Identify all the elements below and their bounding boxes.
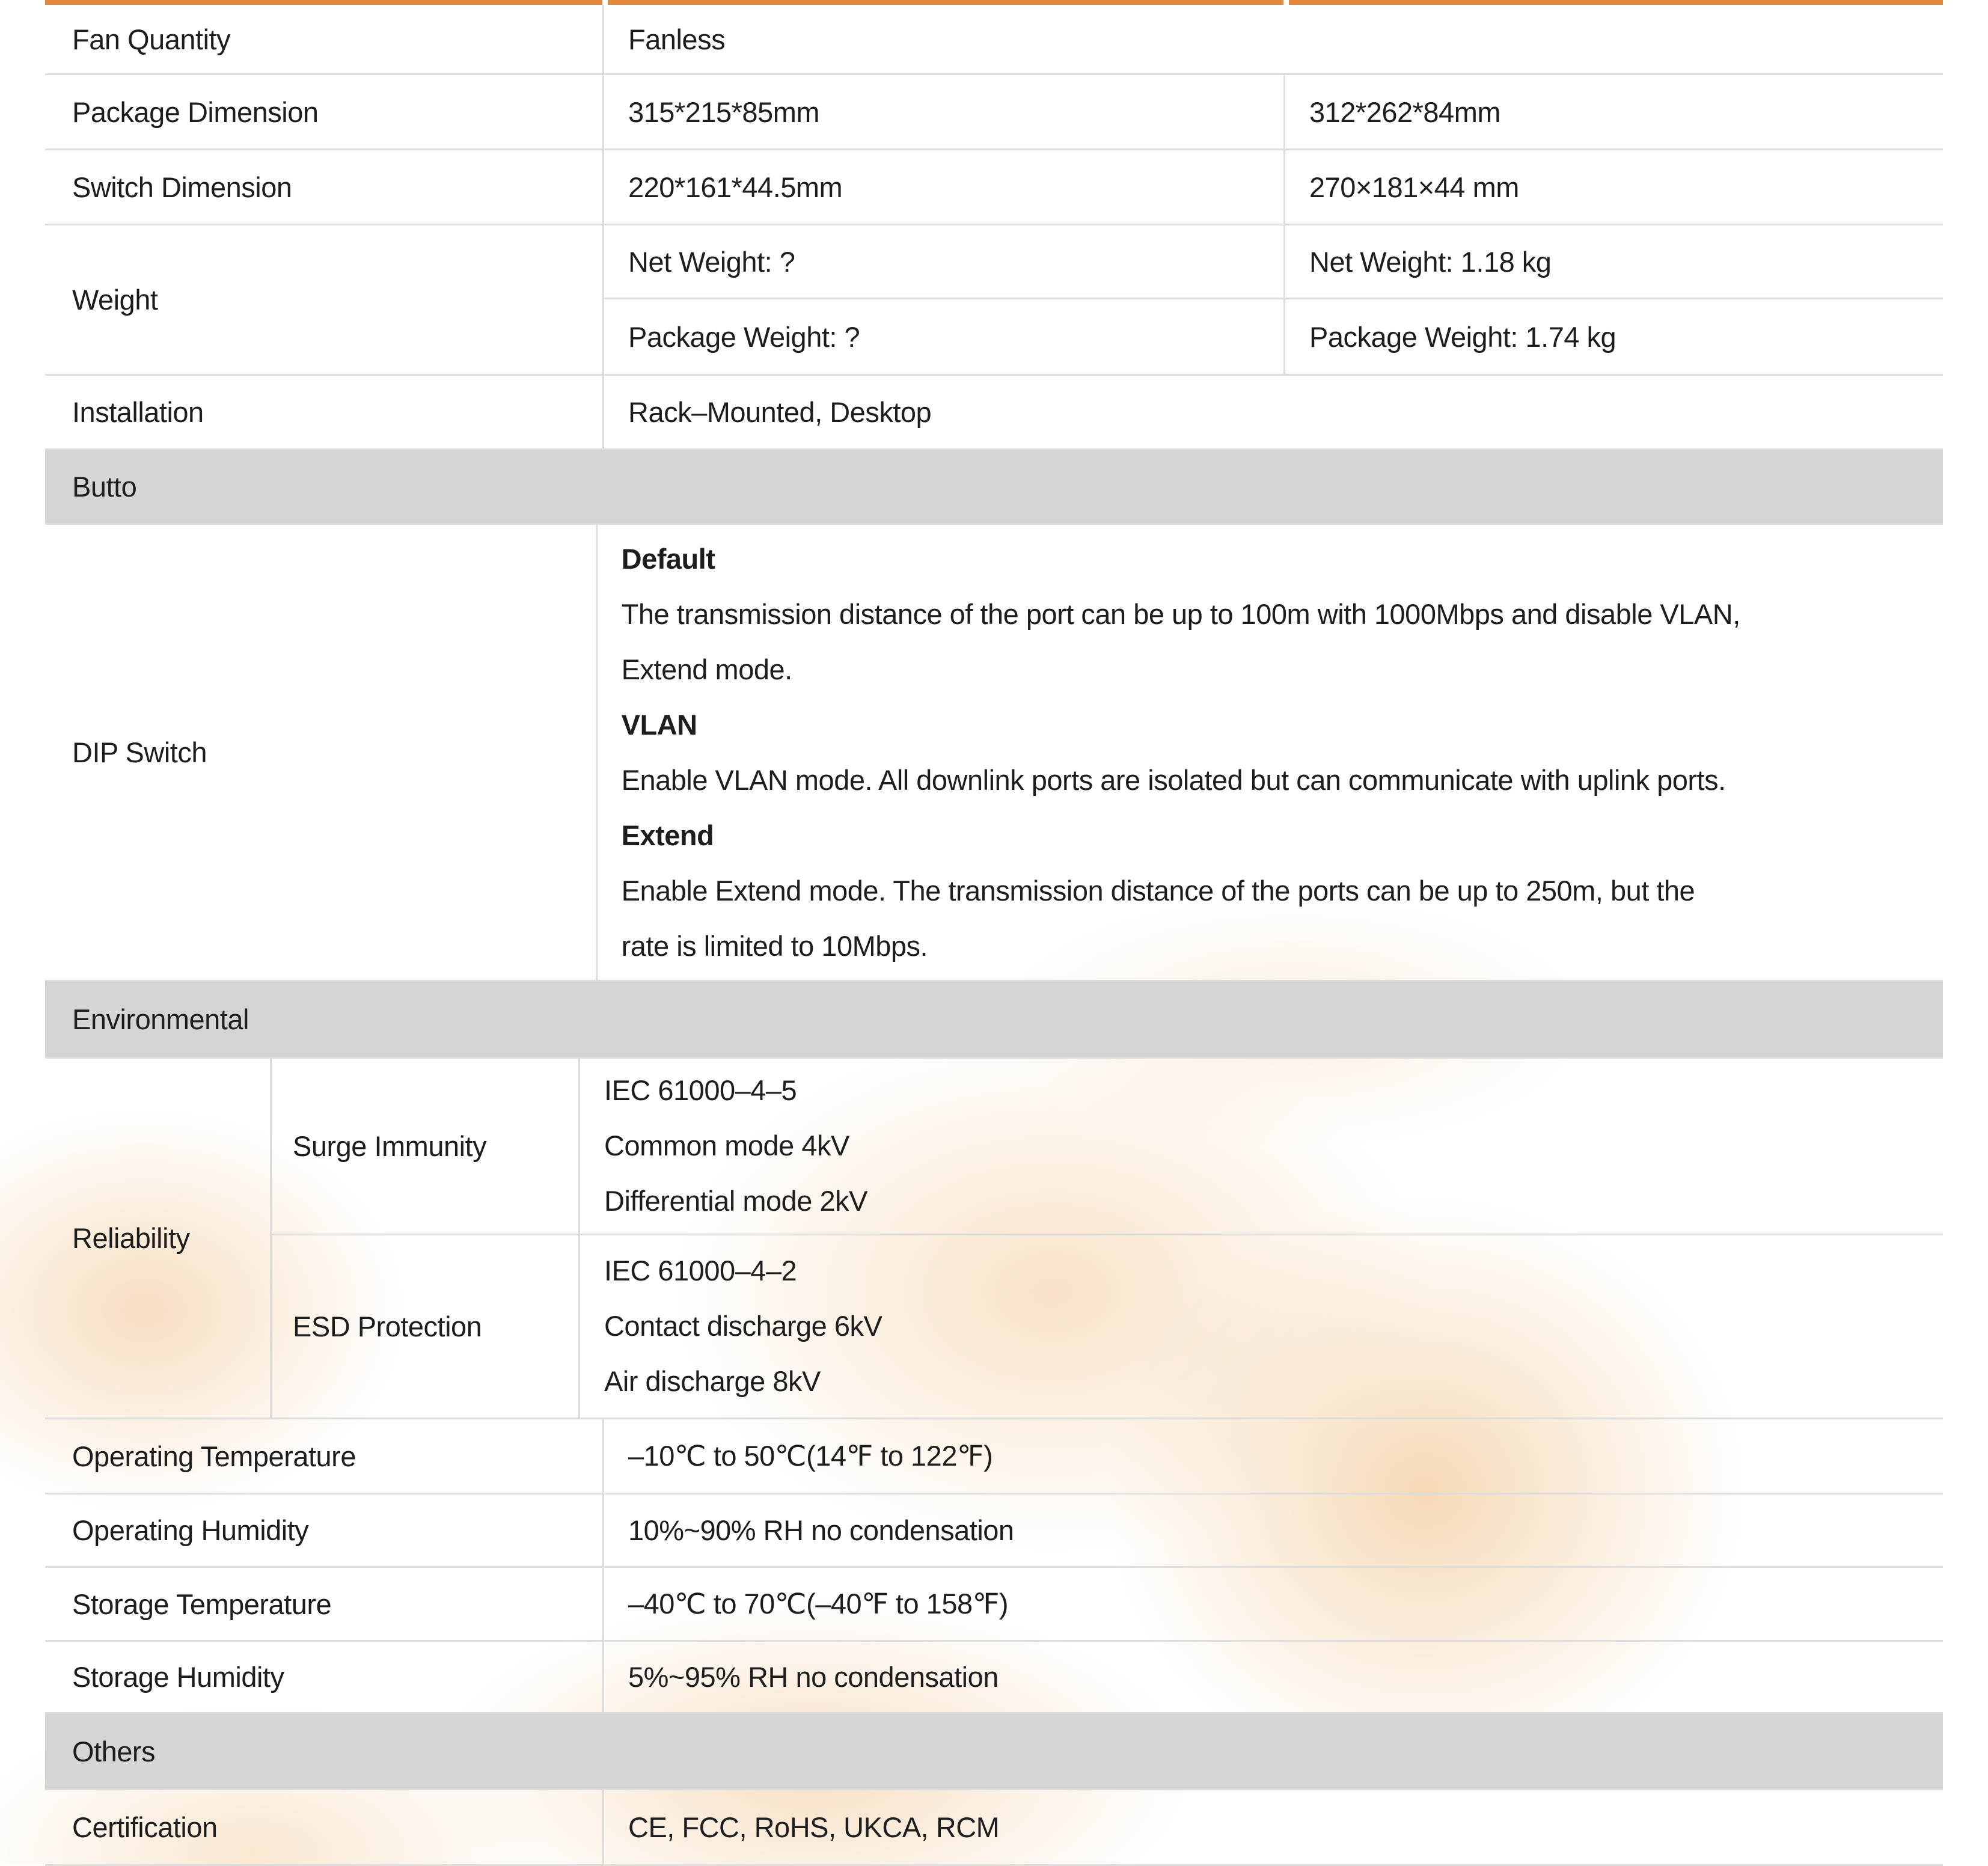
net-weight-left: Net Weight: ?: [604, 225, 1285, 298]
row-certification: [45, 1790, 1943, 1866]
weight-label: Weight: [45, 225, 604, 374]
spec-table: [45, 0, 1943, 1866]
dip-line-extend-text-1: Enable Extend mode. The transmission distance of the ports can be up to 250m, but the: [621, 874, 1695, 907]
dip-line-vlan-text: Enable VLAN mode. All downlink ports are isolated but can communicate with uplink ports.: [621, 763, 1726, 796]
package-dimension-value-right: 312*262*84mm: [1309, 96, 1500, 128]
switch-dimension-label: Switch Dimension: [45, 150, 604, 224]
installation-value: Rack–Mounted, Desktop: [628, 396, 932, 428]
fan-quantity-label: Fan Quantity: [45, 5, 604, 73]
installation-label: Installation: [45, 376, 604, 448]
reliability-label: Reliability: [45, 1059, 272, 1418]
net-weight-right: Net Weight: 1.18 kg: [1309, 245, 1552, 278]
row-weight-group: [45, 225, 1943, 376]
certification-value: CE, FCC, RoHS, UKCA, RCM: [628, 1811, 1000, 1843]
esd-line-contact: Contact discharge 6kV: [604, 1310, 882, 1342]
row-package-dimension: [45, 75, 1943, 150]
fan-quantity-value: Fanless: [628, 23, 726, 55]
dip-line-default-text-1: The transmission distance of the port can be up to 100m with 1000Mbps and disable VLAN,: [621, 598, 1740, 630]
surge-immunity-label: Surge Immunity: [272, 1059, 580, 1234]
esd-line-standard: IEC 61000–4–2: [604, 1255, 797, 1287]
storage-humidity-label: Storage Humidity: [45, 1642, 604, 1712]
row-installation: [45, 376, 1943, 450]
storage-temperature-value: –40℃ to 70℃(–40℉ to 158℉): [628, 1588, 1008, 1620]
row-storage-temperature: [45, 1568, 1943, 1642]
reliability-subrows: [272, 1059, 1943, 1418]
dip-line-extend-text-2: rate is limited to 10Mbps.: [621, 929, 928, 962]
surge-line-common: Common mode 4kV: [604, 1130, 849, 1162]
dip-switch-description: [598, 525, 1943, 980]
row-fan-quantity: [45, 5, 1943, 75]
dip-switch-label: DIP Switch: [45, 525, 598, 980]
table-top-accent-bar: [45, 0, 1943, 5]
switch-dimension-value-right: 270×181×44 mm: [1309, 171, 1519, 203]
esd-line-air: Air discharge 8kV: [604, 1365, 821, 1398]
operating-humidity-value: 10%~90% RH no condensation: [628, 1514, 1014, 1546]
dip-line-default-title: Default: [621, 542, 715, 575]
reliability-subrow-esd: [272, 1235, 1943, 1418]
esd-protection-values: [580, 1235, 1943, 1418]
package-weight-left: Package Weight: ?: [604, 299, 1285, 374]
surge-line-standard: IEC 61000–4–5: [604, 1074, 797, 1107]
storage-humidity-value: 5%~95% RH no condensation: [628, 1661, 999, 1693]
surge-line-differential: Differential mode 2kV: [604, 1185, 867, 1217]
package-dimension-label: Package Dimension: [45, 75, 604, 148]
certification-label: Certification: [45, 1790, 604, 1864]
row-operating-humidity: [45, 1494, 1943, 1568]
row-switch-dimension: [45, 150, 1943, 225]
row-dip-switch: [45, 525, 1943, 982]
section-header-button: Butto: [45, 450, 1943, 525]
package-weight-right: Package Weight: 1.74 kg: [1309, 320, 1616, 353]
weight-subrows: [604, 225, 1943, 374]
section-header-others: Others: [45, 1714, 1943, 1790]
operating-temperature-label: Operating Temperature: [45, 1419, 604, 1493]
row-storage-humidity: [45, 1642, 1943, 1714]
accent-gap-col2: [1283, 0, 1289, 5]
accent-gap-col1: [602, 0, 608, 5]
dip-line-default-text-2: Extend mode.: [621, 653, 792, 685]
section-header-environmental: Environmental: [45, 982, 1943, 1059]
weight-subrow-package: [604, 299, 1943, 374]
esd-protection-label: ESD Protection: [272, 1235, 580, 1418]
package-dimension-value-left: 315*215*85mm: [604, 75, 1285, 148]
row-operating-temperature: [45, 1419, 1943, 1494]
row-reliability-group: [45, 1059, 1943, 1419]
switch-dimension-value-left: 220*161*44.5mm: [604, 150, 1285, 224]
reliability-subrow-surge: [272, 1059, 1943, 1235]
operating-humidity-label: Operating Humidity: [45, 1494, 604, 1566]
surge-immunity-values: [580, 1059, 1943, 1234]
dip-line-vlan-title: VLAN: [621, 708, 697, 741]
operating-temperature-value: –10℃ to 50℃(14℉ to 122℉): [628, 1440, 993, 1472]
storage-temperature-label: Storage Temperature: [45, 1568, 604, 1640]
weight-subrow-net: [604, 225, 1943, 299]
dip-line-extend-title: Extend: [621, 819, 714, 851]
